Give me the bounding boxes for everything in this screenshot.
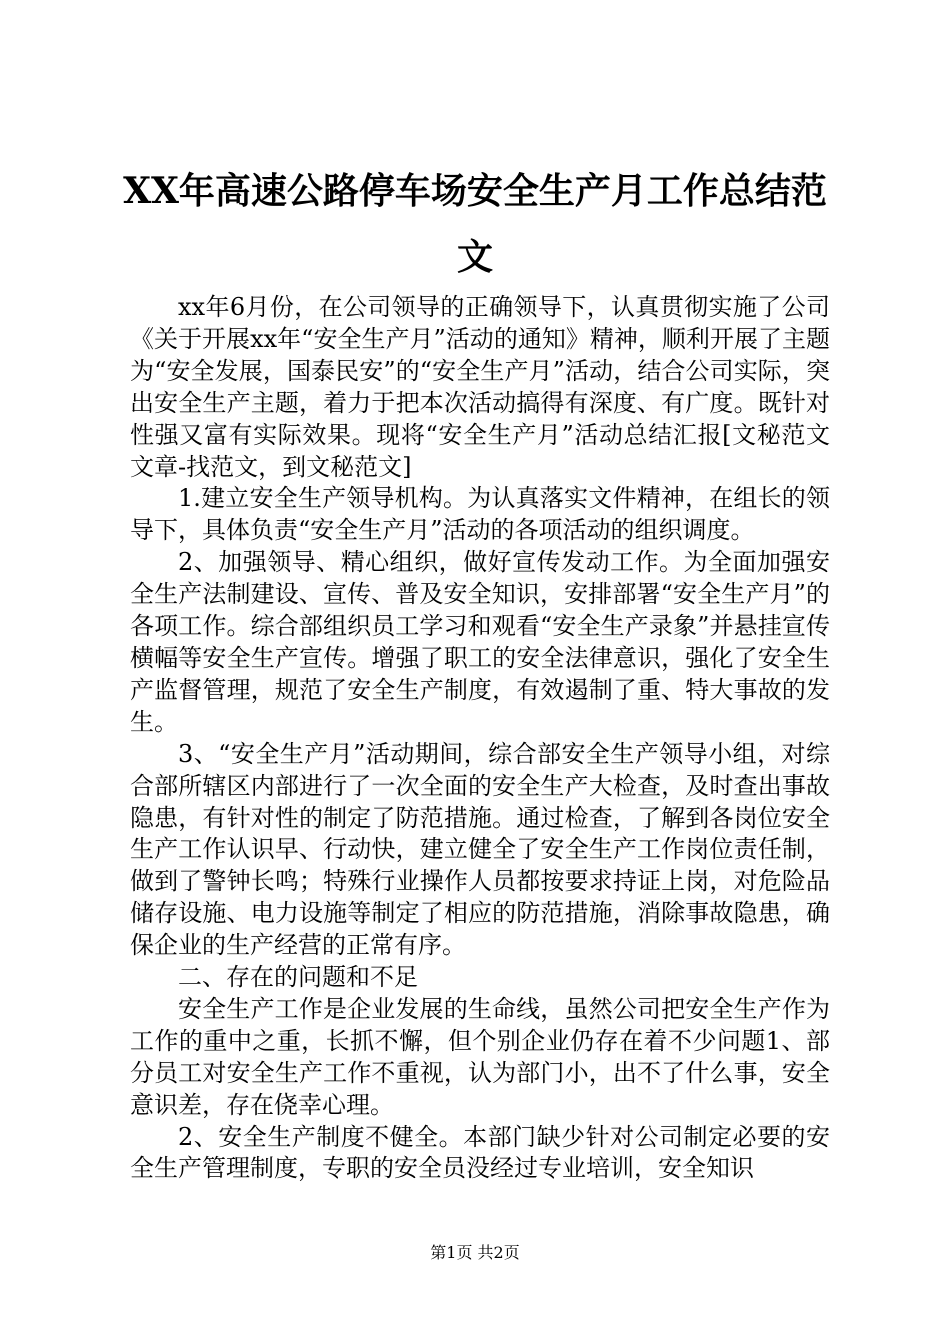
paragraph-intro: xx年6月份，在公司领导的正确领导下，认真贯彻实施了公司《关于开展xx年“安全生产月”活动的通知》精神，顺利开展了主题为“安全发展，国泰民安”的“安全生产月”活动，结合公司实际，突出安全生产主题，着力于把本次活动搞得有深度、有广度。既针对性强又富有实际效果。现将“安全生产月”活动总结汇报[文秘范文文章-找范文，到文秘范文] — [130, 293, 830, 481]
paragraph-item-1: 1.建立安全生产领导机构。为认真落实文件精神，在组长的领导下，具体负责“安全生产月”活动的各项活动的组织调度。 — [130, 484, 830, 545]
page-footer: 第1页 共2页 — [430, 1243, 520, 1262]
paragraph-problem-2: 2、安全生产制度不健全。本部门缺少针对公司制定必要的安全生产管理制度，专职的安全员没经过专业培训，安全知识 — [130, 1122, 830, 1183]
document-body — [130, 292, 830, 1185]
section-heading-problems: 二、存在的问题和不足 — [178, 963, 418, 992]
document-title: XX年高速公路停车场安全生产月工作总结范文 — [123, 170, 827, 278]
paragraph-item-2: 2、加强领导、精心组织，做好宣传发动工作。为全面加强安全生产法制建设、宣传、普及安全知识，安排部署“安全生产月”的各项工作。综合部组织员工学习和观看“安全生产录象”并悬挂宣传横幅等安全生产宣传。增强了职工的安全法律意识，强化了安全生产监督管理，规范了安全生产制度，有效遏制了重、特大事故的发生。 — [130, 548, 830, 736]
paragraph-item-3: 3、“安全生产月”活动期间，综合部安全生产领导小组，对综合部所辖区内部进行了一次全面的安全生产大检查，及时查出事故隐患，有针对性的制定了防范措施。通过检查，了解到各岗位安全生产工作认识早、行动快，建立健全了安全生产工作岗位责任制，做到了警钟长鸣；特殊行业操作人员都按要求持证上岗，对危险品储存设施、电力设施等制定了相应的防范措施，消除事故隐患，确保企业的生产经营的正常有序。 — [130, 739, 830, 960]
paragraph-problems: 安全生产工作是企业发展的生命线，虽然公司把安全生产作为工作的重中之重，长抓不懈，但个别企业仍存在着不少问题1、部分员工对安全生产工作不重视，认为部门小，出不了什么事，安全意识差，存在侥幸心理。 — [130, 994, 830, 1119]
